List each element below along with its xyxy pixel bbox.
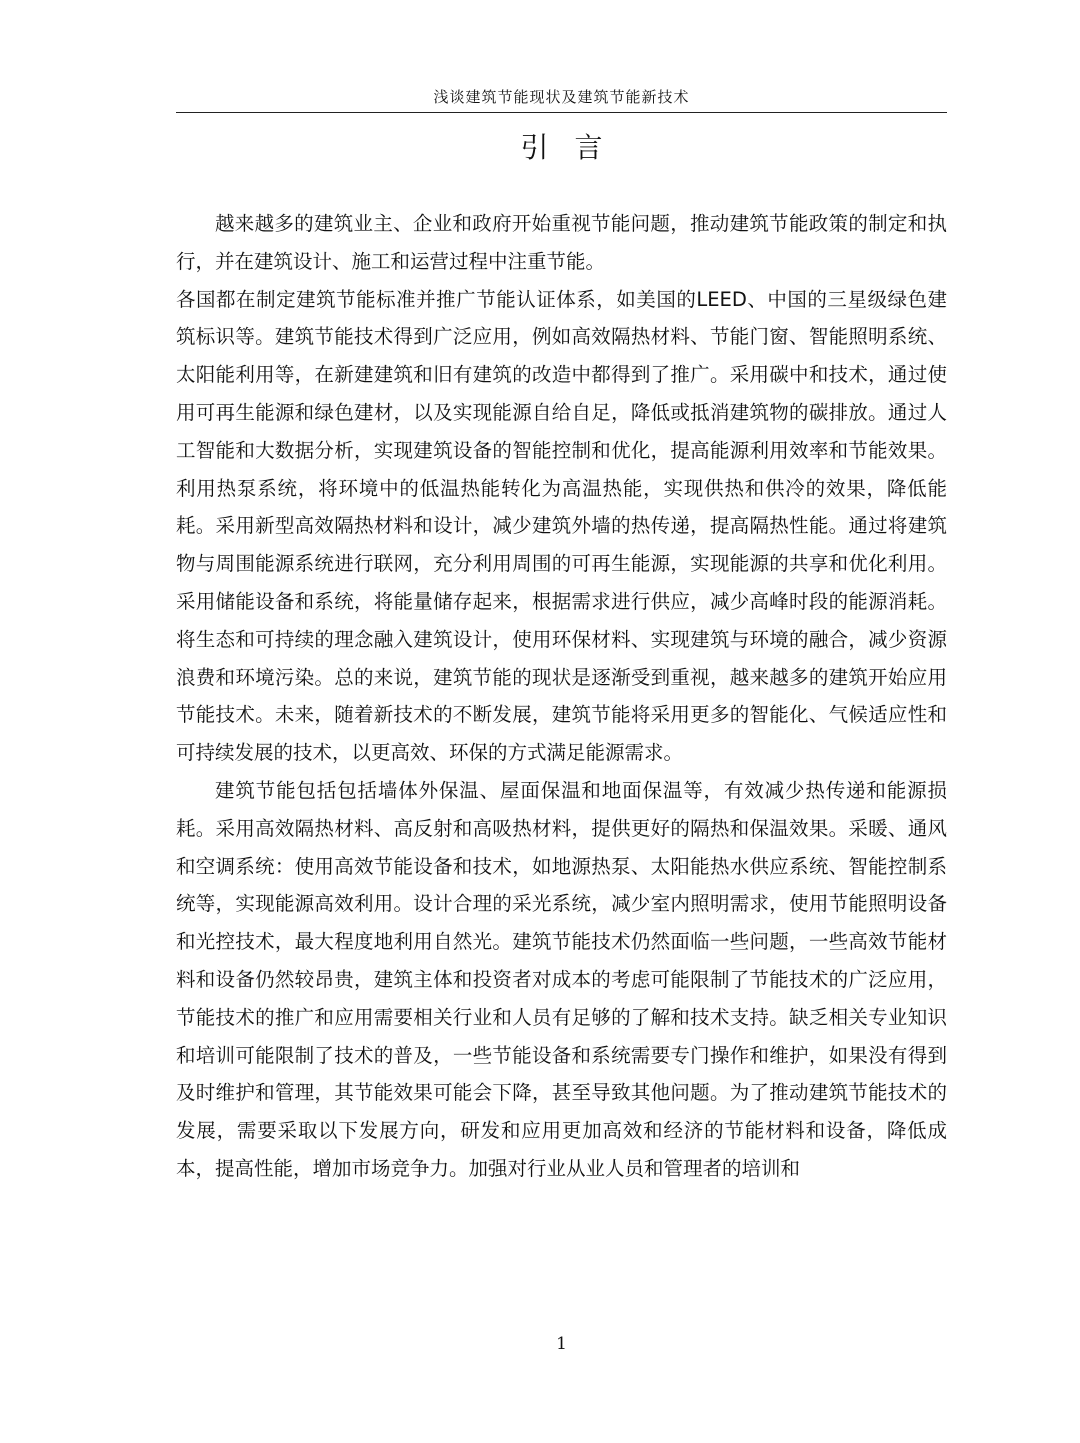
- paragraph-3: 建筑节能包括包括墙体外保温、屋面保温和地面保温等，有效减少热传递和能源损耗。采用高效隔热材料、高反射和高吸热材料，提供更好的隔热和保温效果。采暖、通风和空调系统：使用高效节能设备和技术，如地源热泵、太阳能热水供应系统、智能控制系统等，实现能源高效利用。设计合理的采光系统，减少室内照明需求，使用节能照明设备和光控技术，最大程度地利用自然光。建筑节能技术仍然面临一些问题，一些高效节能材料和设备仍然较昂贵，建筑主体和投资者对成本的考虑可能限制了节能技术的广泛应用，节能技术的推广和应用需要相关行业和人员有足够的了解和技术支持。缺乏相关专业知识和培训可能限制了技术的普及，一些节能设备和系统需要专门操作和维护，如果没有得到及时维护和管理，其节能效果可能会下降，甚至导致其他问题。为了推动建筑节能技术的发展，需要采取以下发展方向，研发和应用更加高效和经济的节能材料和设备，降低成本，提高性能，增加市场竞争力。加强对行业从业人员和管理者的培训和: [176, 778, 947, 1180]
- header-divider: [176, 112, 947, 113]
- running-header: 浅谈建筑节能现状及建筑节能新技术: [433, 88, 690, 106]
- section-title: 引言: [520, 131, 629, 164]
- body-text: [176, 205, 947, 1188]
- page-number: 1: [556, 1334, 567, 1354]
- paragraph-2: 各国都在制定建筑节能标准并推广节能认证体系，如美国的LEED、中国的三星级绿色建筑标识等。建筑节能技术得到广泛应用，例如高效隔热材料、节能门窗、智能照明系统、太阳能利用等，在新建建筑和旧有建筑的改造中都得到了推广。采用碳中和技术，通过使用可再生能源和绿色建材，以及实现能源自给自足，降低或抵消建筑物的碳排放。通过人工智能和大数据分析，实现建筑设备的智能控制和优化，提高能源利用效率和节能效果。利用热泵系统，将环境中的低温热能转化为高温热能，实现供热和供冷的效果，降低能耗。采用新型高效隔热材料和设计，减少建筑外墙的热传递，提高隔热性能。通过将建筑物与周围能源系统进行联网，充分利用周围的可再生能源，实现能源的共享和优化利用。采用储能设备和系统，将能量储存起来，根据需求进行供应，减少高峰时段的能源消耗。将生态和可持续的理念融入建筑设计，使用环保材料、实现建筑与环境的融合，减少资源浪费和环境污染。总的来说，建筑节能的现状是逐渐受到重视，越来越多的建筑开始应用节能技术。未来，随着新技术的不断发展，建筑节能将采用更多的智能化、气候适应性和可持续发展的技术，以更高效、环保的方式满足能源需求。: [176, 287, 947, 765]
- paragraph-1: 越来越多的建筑业主、企业和政府开始重视节能问题，推动建筑节能政策的制定和执行，并在建筑设计、施工和运营过程中注重节能。: [176, 212, 947, 273]
